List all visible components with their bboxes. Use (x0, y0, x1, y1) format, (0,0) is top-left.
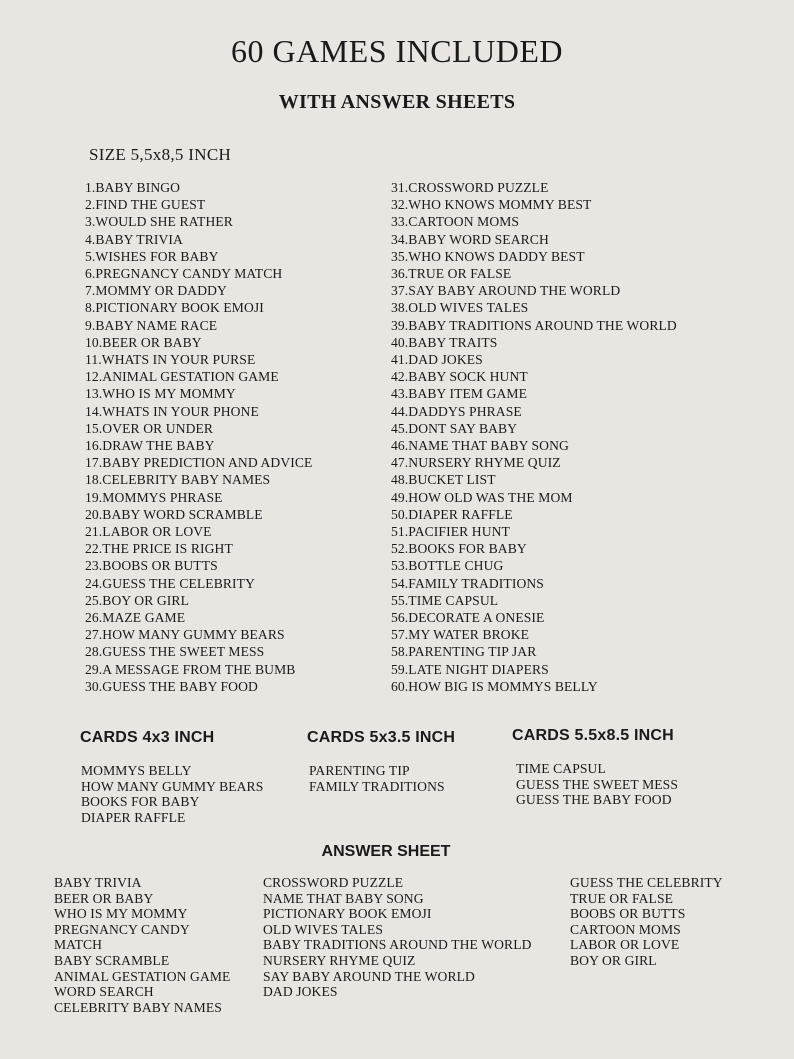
list-item: 25.BOY OR GIRL (85, 592, 189, 608)
list-item: DAD JOKES (263, 984, 338, 1000)
cards-list-5-5x8-5 (516, 761, 678, 808)
list-item: BOOBS OR BUTTS (570, 906, 686, 922)
list-item: 54.FAMILY TRADITIONS (391, 575, 544, 591)
list-item: 19.MOMMYS PHRASE (85, 489, 223, 505)
list-item: CARTOON MOMS (570, 921, 681, 937)
list-item: 12.ANIMAL GESTATION GAME (85, 369, 279, 385)
list-item: 31.CROSSWORD PUZZLE (391, 180, 549, 195)
list-item: 18.CELEBRITY BABY NAMES (85, 472, 271, 488)
size-heading: SIZE 5,5x8,5 INCH (89, 145, 232, 164)
list-item: 45.DONT SAY BABY (391, 420, 518, 436)
list-item: BOY OR GIRL (570, 952, 657, 968)
list-item: WORD SEARCH (54, 984, 154, 1000)
list-item: 42.BABY SOCK HUNT (391, 369, 528, 385)
list-item: 38.OLD WIVES TALES (391, 300, 529, 316)
list-item: 33.CARTOON MOMS (391, 214, 520, 230)
list-item: 60.HOW BIG IS MOMMYS BELLY (391, 678, 598, 694)
list-item: TRUE OR FALSE (570, 890, 674, 906)
list-item: NAME THAT BABY SONG (263, 890, 424, 906)
list-item: 17.BABY PREDICTION AND ADVICE (85, 455, 313, 471)
list-item: 51.PACIFIER HUNT (391, 524, 510, 540)
list-item: 23.BOOBS OR BUTTS (85, 558, 218, 574)
list-item: SAY BABY AROUND THE WORLD (263, 968, 475, 984)
cards-heading-5-5x8-5: CARDS 5.5x8.5 INCH (512, 727, 674, 744)
list-item: 3.WOULD SHE RATHER (85, 214, 233, 230)
list-item: 56.DECORATE A ONESIE (391, 610, 545, 626)
list-item: 5.WISHES FOR BABY (85, 248, 219, 264)
list-item: 44.DADDYS PHRASE (391, 403, 522, 419)
list-item: 22.THE PRICE IS RIGHT (85, 541, 233, 557)
list-item: HOW MANY GUMMY BEARS (81, 778, 264, 794)
list-item: 36.TRUE OR FALSE (391, 266, 512, 282)
page-title: 60 GAMES INCLUDED (230, 33, 564, 69)
list-item: 7.MOMMY OR DADDY (85, 283, 227, 299)
list-item: 48.BUCKET LIST (391, 472, 496, 488)
list-item: BABY TRIVIA (54, 875, 142, 890)
list-item: 40.BABY TRAITS (391, 334, 498, 350)
list-item: 52.BOOKS FOR BABY (391, 541, 527, 557)
cards-list-5x3-5 (309, 763, 445, 794)
list-item: 14.WHATS IN YOUR PHONE (85, 403, 259, 419)
list-item: 4.BABY TRIVIA (85, 231, 183, 247)
list-item: 57.MY WATER BROKE (391, 627, 530, 643)
answer-sheet-heading: ANSWER SHEET (321, 843, 451, 860)
page-subtitle: WITH ANSWER SHEETS (278, 91, 516, 113)
list-item: 32.WHO KNOWS MOMMY BEST (391, 197, 592, 213)
list-item: 11.WHATS IN YOUR PURSE (85, 352, 256, 368)
list-item: 10.BEER OR BABY (85, 334, 202, 350)
list-item: 26.MAZE GAME (85, 610, 186, 626)
list-item: 1.BABY BINGO (85, 180, 181, 195)
list-item: CELEBRITY BABY NAMES (54, 999, 222, 1015)
list-item: 13.WHO IS MY MOMMY (85, 386, 236, 402)
list-item: MOMMYS BELLY (81, 763, 192, 778)
list-item: 9.BABY NAME RACE (85, 317, 218, 333)
list-item: 30.GUESS THE BABY FOOD (85, 678, 258, 694)
list-item: 35.WHO KNOWS DADDY BEST (391, 248, 585, 264)
list-item: 49.HOW OLD WAS THE MOM (391, 489, 573, 505)
list-item: BABY SCRAMBLE (54, 952, 170, 968)
list-item: BABY TRADITIONS AROUND THE WORLD (263, 937, 532, 953)
list-item: GUESS THE CELEBRITY (570, 875, 723, 890)
list-item: 24.GUESS THE CELEBRITY (85, 575, 255, 591)
list-item: OLD WIVES TALES (263, 921, 383, 937)
cards-list-4x3 (81, 763, 263, 825)
list-item: PARENTING TIP (309, 763, 410, 778)
cards-heading-5x3-5: CARDS 5x3.5 INCH (307, 729, 456, 746)
list-item: 47.NURSERY RHYME QUIZ (391, 455, 561, 471)
list-item: FAMILY TRADITIONS (309, 778, 445, 794)
answer-sheet-column-1 (54, 875, 230, 1015)
list-item: BOOKS FOR BABY (81, 794, 200, 810)
list-item: 28.GUESS THE SWEET MESS (85, 644, 265, 660)
list-item: GUESS THE SWEET MESS (516, 776, 678, 792)
list-item: DIAPER RAFFLE (81, 809, 186, 825)
list-item: LABOR OR LOVE (570, 937, 680, 953)
list-item: ANIMAL GESTATION GAME (54, 968, 231, 984)
list-item: 41.DAD JOKES (391, 352, 483, 368)
list-item: 43.BABY ITEM GAME (391, 386, 527, 402)
games-list-right (391, 179, 677, 695)
list-item: 15.OVER OR UNDER (85, 420, 214, 436)
list-item: GUESS THE BABY FOOD (516, 792, 672, 808)
list-item: BEER OR BABY (54, 890, 154, 906)
list-item: TIME CAPSUL (516, 761, 606, 776)
list-item: PICTIONARY BOOK EMOJI (263, 906, 432, 922)
list-item: 21.LABOR OR LOVE (85, 524, 212, 540)
cards-heading-4x3: CARDS 4x3 INCH (80, 729, 215, 746)
list-item: 6.PREGNANCY CANDY MATCH (85, 266, 283, 282)
list-item: 34.BABY WORD SEARCH (391, 231, 549, 247)
list-item: 8.PICTIONARY BOOK EMOJI (85, 300, 264, 316)
list-item: 37.SAY BABY AROUND THE WORLD (391, 283, 621, 299)
list-item: 29.A MESSAGE FROM THE BUMB (85, 661, 296, 677)
list-item: WHO IS MY MOMMY (54, 906, 188, 922)
list-item: 16.DRAW THE BABY (85, 438, 215, 454)
list-item: 39.BABY TRADITIONS AROUND THE WORLD (391, 317, 677, 333)
list-item: 27.HOW MANY GUMMY BEARS (85, 627, 285, 643)
list-item: 53.BOTTLE CHUG (391, 558, 504, 574)
list-item: 20.BABY WORD SCRAMBLE (85, 506, 263, 522)
list-item: 58.PARENTING TIP JAR (391, 644, 537, 660)
list-item: NURSERY RHYME QUIZ (263, 952, 416, 968)
list-item: 55.TIME CAPSUL (391, 592, 499, 608)
list-item: PREGNANCY CANDY (54, 921, 190, 937)
games-list-left (85, 179, 312, 695)
list-item: 59.LATE NIGHT DIAPERS (391, 661, 549, 677)
list-item: 50.DIAPER RAFFLE (391, 506, 513, 522)
list-item: 2.FIND THE GUEST (85, 197, 206, 213)
list-item: MATCH (54, 937, 103, 953)
answer-sheet-column-2 (263, 875, 532, 1000)
list-item: CROSSWORD PUZZLE (263, 875, 404, 890)
list-item: 46.NAME THAT BABY SONG (391, 438, 569, 454)
answer-sheet-column-3 (570, 875, 723, 969)
